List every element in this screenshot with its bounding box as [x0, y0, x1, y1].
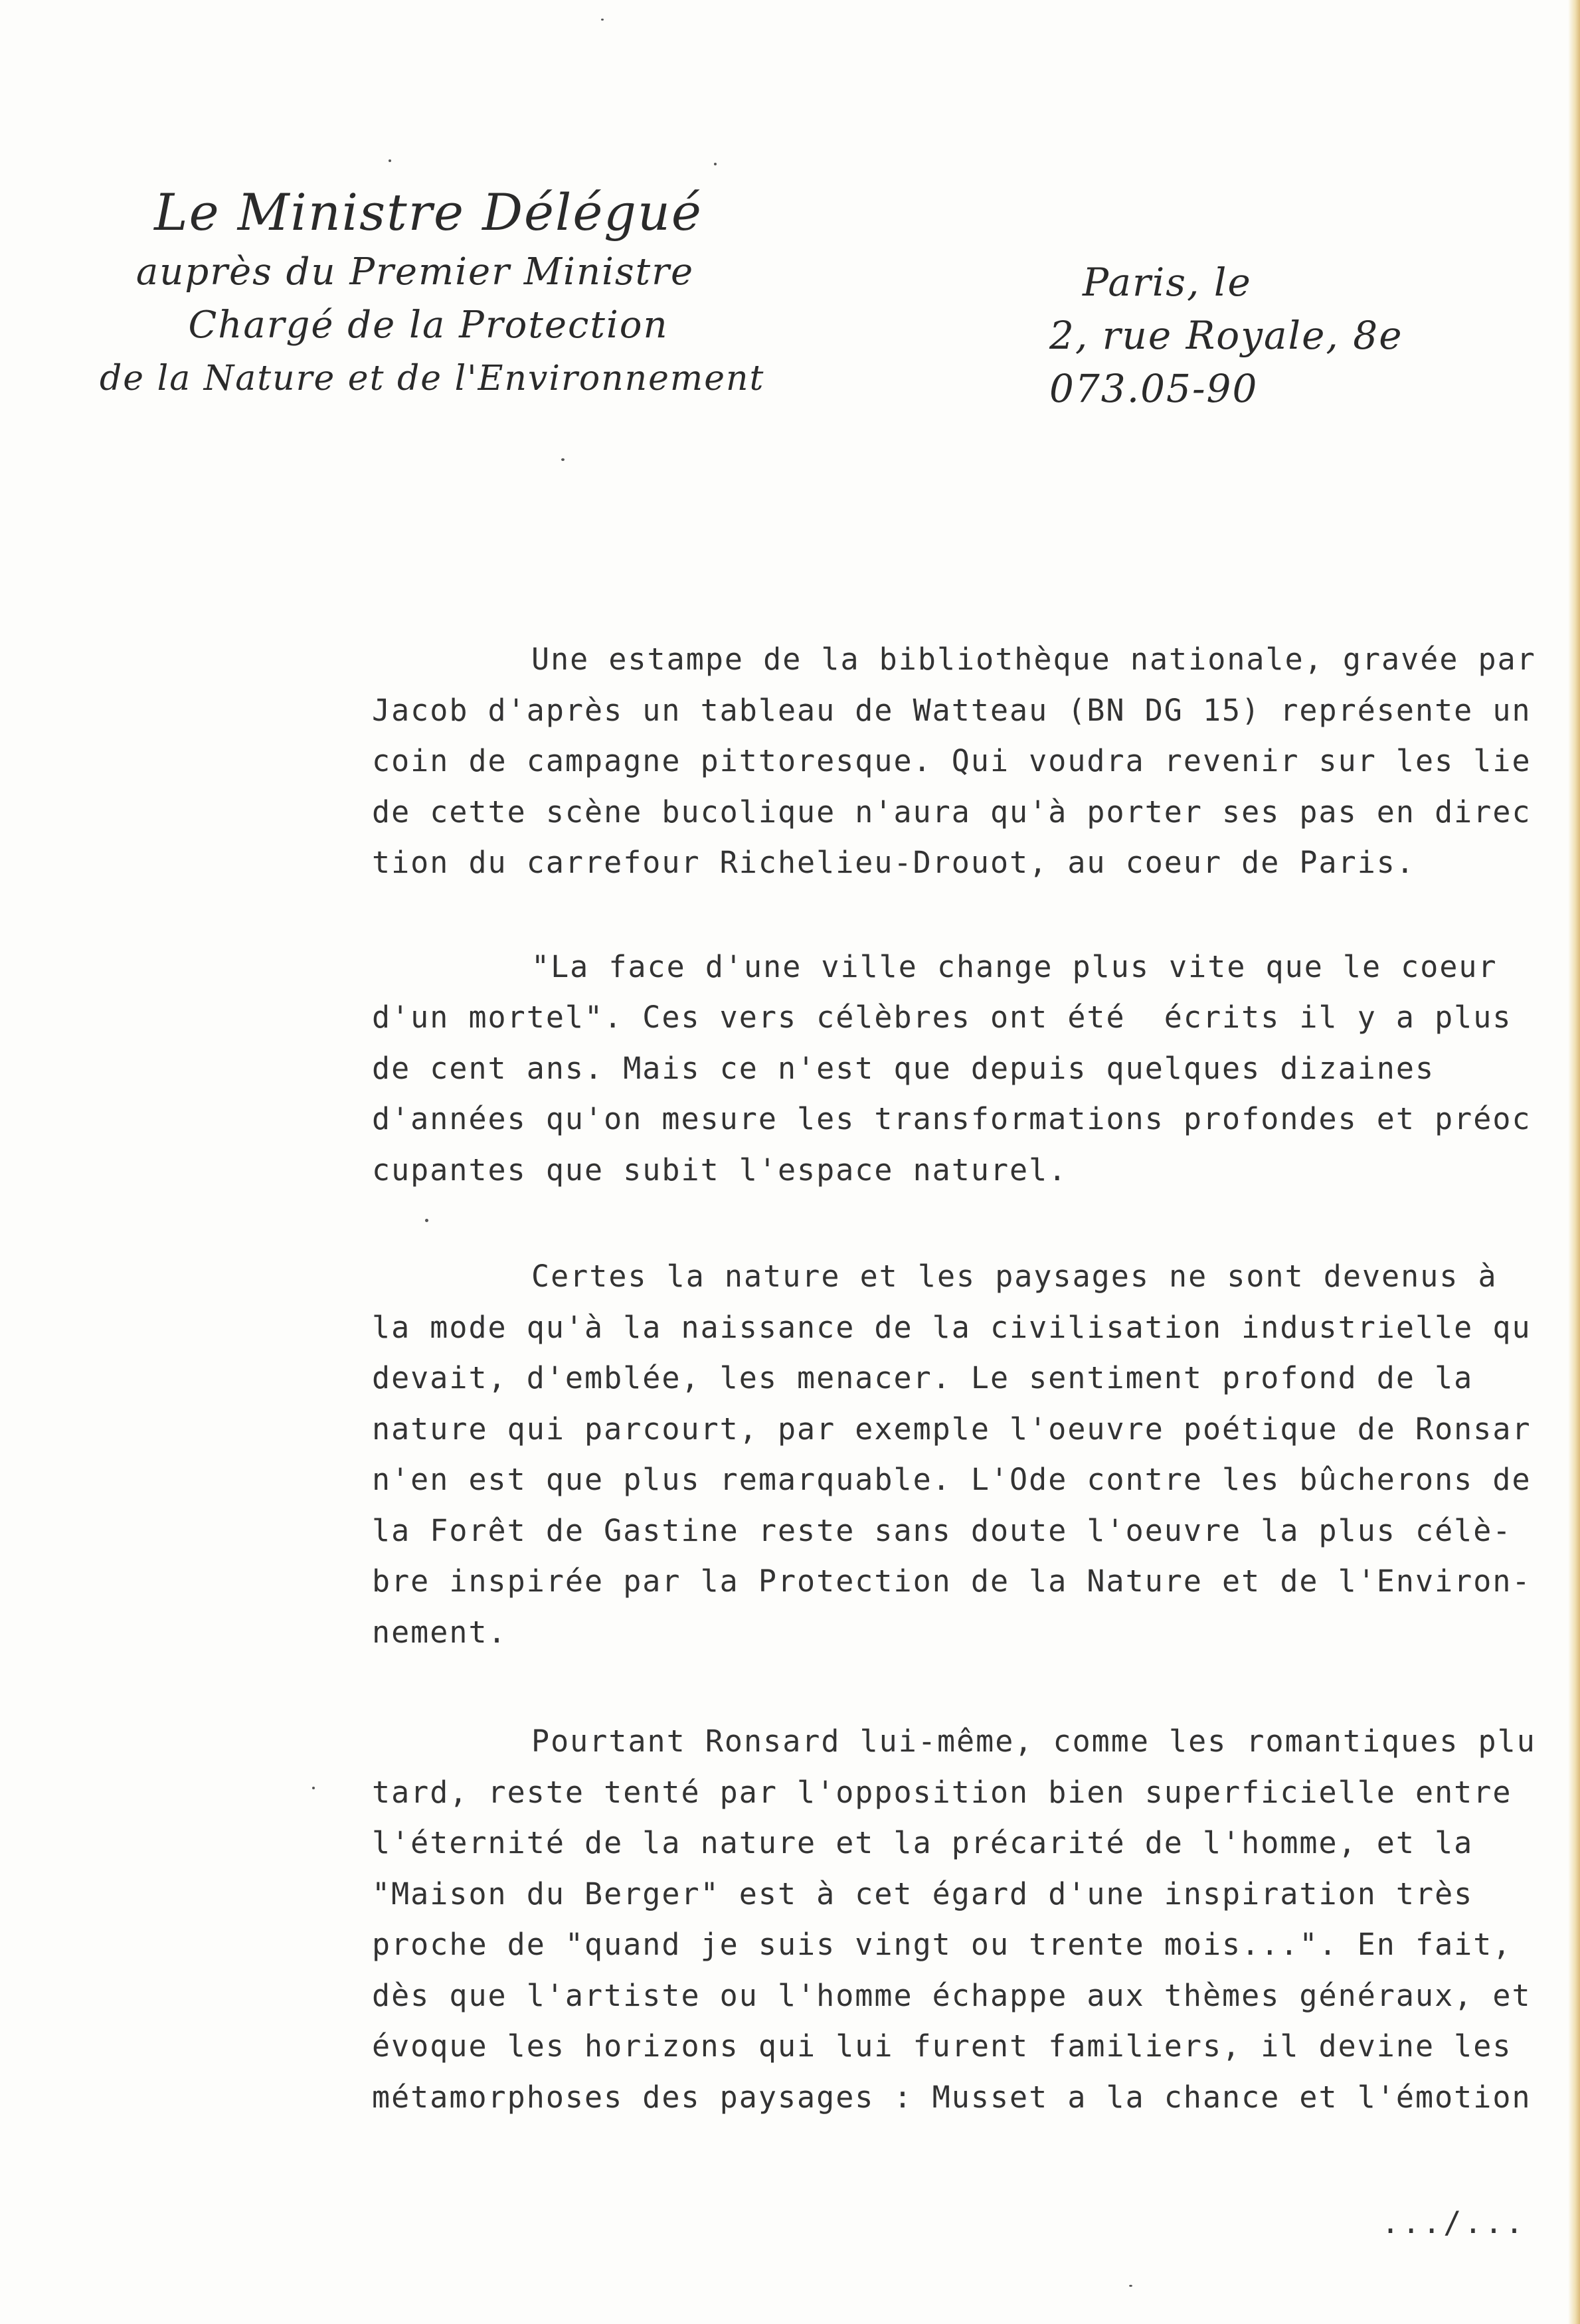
letterhead-line-2: auprès du Premier Ministre	[135, 250, 695, 294]
body-line: tion du carrefour Richelieu-Drouot, au coeur de Paris.	[372, 845, 1415, 880]
paragraph-1	[372, 634, 1554, 889]
scan-speck	[1129, 2285, 1132, 2287]
address-block	[1049, 256, 1403, 415]
letterhead-title: Le Ministre Délégué	[154, 183, 703, 242]
body-line: Jacob d'après un tableau de Watteau (BN DG 15) représente un	[372, 692, 1532, 728]
body-line: la mode qu'à la naissance de la civilisation industrielle qu	[372, 1309, 1532, 1345]
body-line: Une estampe de la bibliothèque nationale, gravée par	[531, 642, 1536, 677]
body-line: bre inspirée par la Protection de la Nature et de l'Environ-	[372, 1564, 1532, 1599]
address-street: 2, rue Royale, 8e	[1049, 313, 1403, 358]
body-line: nature qui parcourt, par exemple l'oeuvre poétique de Ronsar	[372, 1411, 1532, 1447]
letterhead-line-4: de la Nature et de l'Environnement	[100, 359, 765, 399]
paragraph-gap	[372, 889, 1554, 942]
body-line: métamorphoses des paysages : Musset a la chance et l'émotion	[372, 2079, 1532, 2115]
body-line: nement.	[372, 1614, 507, 1650]
body-line: coin de campagne pittoresque. Qui voudra revenir sur les lie	[372, 743, 1532, 778]
body-line: "Maison du Berger" est à cet égard d'une inspiration très	[372, 1876, 1474, 1912]
body-line: tard, reste tenté par l'opposition bien superficielle entre	[372, 1774, 1512, 1810]
address-city-date: Paris, le	[1083, 260, 1252, 305]
body-line: l'éternité de la nature et la précarité de l'homme, et la	[372, 1825, 1474, 1860]
body-line: dès que l'artiste ou l'homme échappe aux thèmes généraux, et	[372, 1977, 1532, 2013]
page-edge-shadow	[1568, 0, 1580, 2324]
continuation-mark: .../...	[1381, 2205, 1526, 2240]
letter-body	[372, 634, 1554, 2123]
body-line: Certes la nature et les paysages ne sont devenus à	[531, 1259, 1498, 1294]
ministry-letterhead	[100, 179, 765, 405]
scan-speck	[389, 159, 391, 162]
body-line: proche de "quand je suis vingt ou trente mois...". En fait,	[372, 1927, 1512, 1962]
paragraph-3	[372, 1251, 1554, 1658]
body-line: d'un mortel". Ces vers célèbres ont été écrits il y a plus	[372, 1000, 1512, 1035]
paragraph-gap	[372, 1658, 1554, 1716]
paragraph-4	[372, 1716, 1554, 2123]
body-line: cupantes que subit l'espace naturel.	[372, 1152, 1068, 1188]
body-line: "La face d'une ville change plus vite que le coeur	[531, 948, 1498, 984]
scan-speck	[714, 163, 717, 165]
scan-speck	[561, 458, 565, 461]
body-line: d'années qu'on mesure les transformations profondes et préoc	[372, 1101, 1532, 1136]
paragraph-gap	[372, 1196, 1554, 1251]
body-line: la Forêt de Gastine reste sans doute l'oeuvre la plus célè-	[372, 1512, 1512, 1548]
scan-speck	[312, 1787, 315, 1789]
body-line: évoque les horizons qui lui furent familiers, il devine les	[372, 2028, 1512, 2064]
body-line: de cette scène bucolique n'aura qu'à porter ses pas en direc	[372, 794, 1532, 830]
scan-speck	[601, 19, 604, 21]
letterhead-line-3: Chargé de la Protection	[188, 304, 669, 347]
body-line: Pourtant Ronsard lui-même, comme les romantiques plu	[531, 1724, 1536, 1759]
body-line: devait, d'emblée, les menacer. Le sentiment profond de la	[372, 1360, 1474, 1395]
paragraph-2	[372, 942, 1554, 1196]
body-line: de cent ans. Mais ce n'est que depuis quelques dizaines	[372, 1050, 1435, 1086]
address-reference: 073.05-90	[1049, 366, 1259, 411]
body-line: n'en est que plus remarquable. L'Ode contre les bûcherons de	[372, 1462, 1532, 1497]
